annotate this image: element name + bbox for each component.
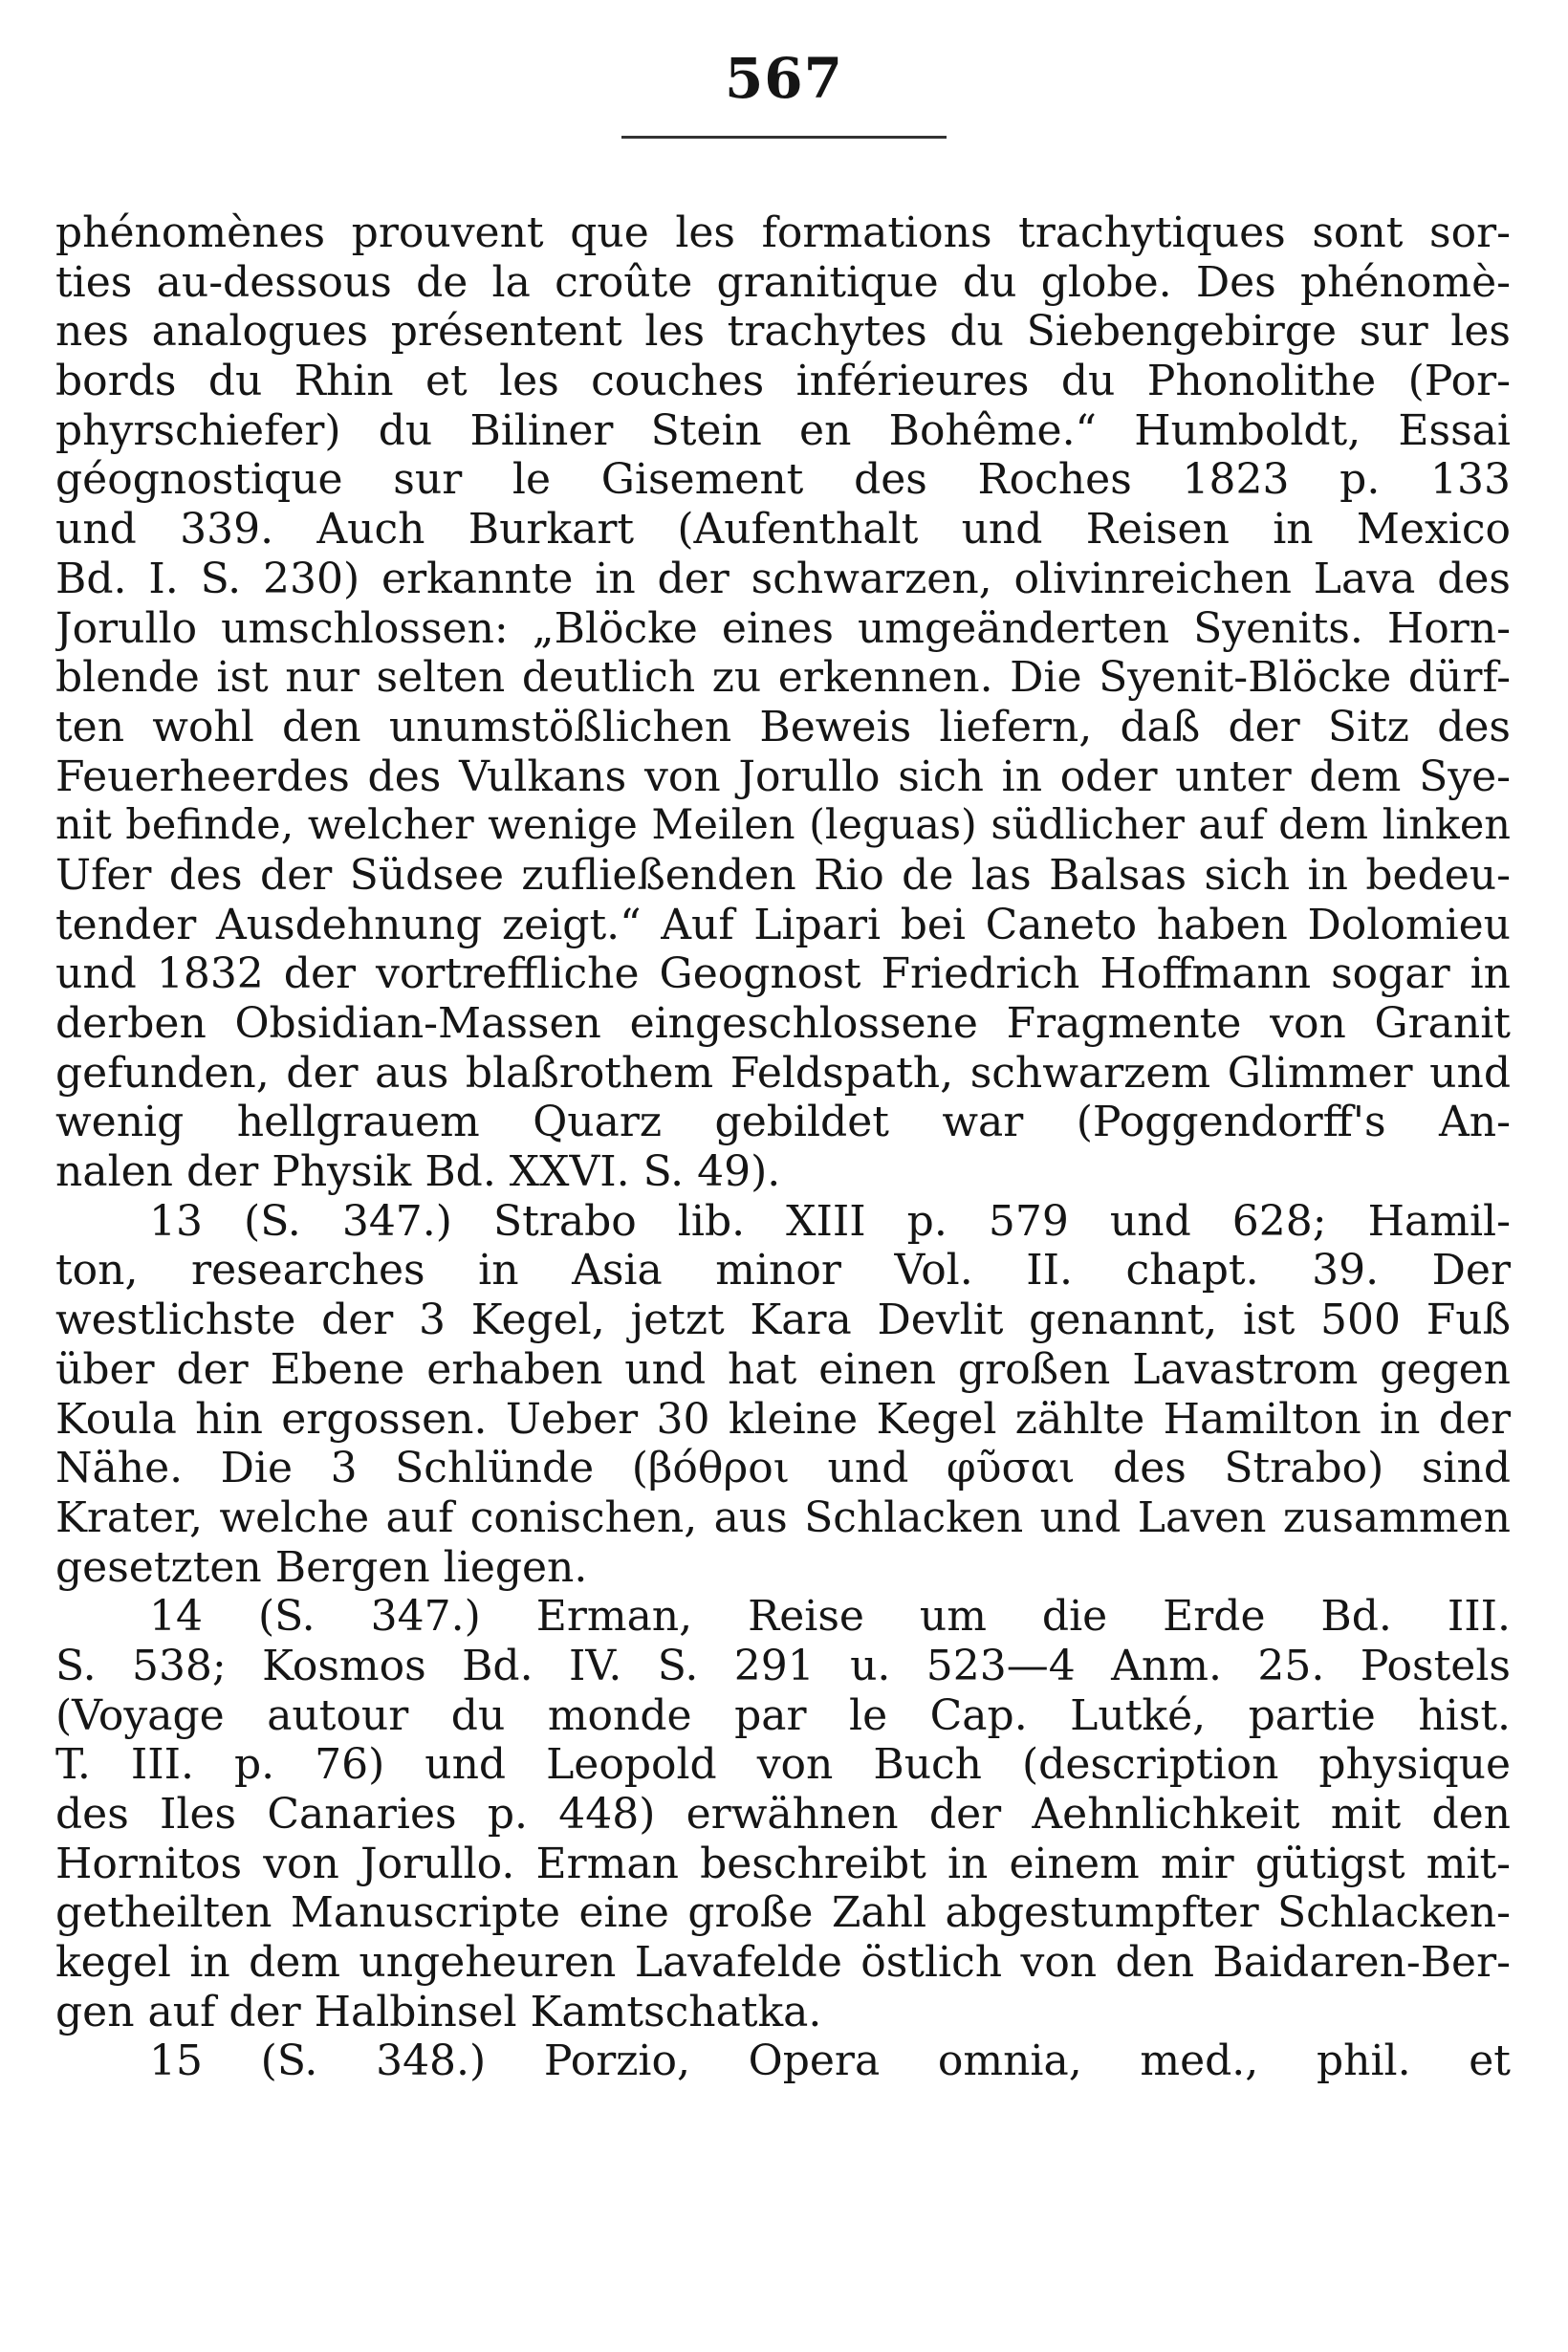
text-line: T. III. p. 76) und Leopold von Buch (description physique	[55, 1740, 1511, 1790]
text-line: nalen der Physik Bd. XXVI. S. 49).	[55, 1147, 781, 1197]
text-line: gen auf der Halbinsel Kamtschatka.	[55, 1987, 822, 2036]
text-line: ton, researches in Asia minor Vol. II. chapt. 39. Der	[55, 1246, 1511, 1296]
text-line: 15 (S. 348.) Porzio, Opera omnia, med., phil. et	[149, 2036, 1511, 2086]
text-line: über der Ebene erhaben und hat einen großen Lavastrom gegen	[55, 1344, 1511, 1394]
text-line: phénomènes prouvent que les formations trachytiques sont sor-	[55, 208, 1511, 257]
text-line: Krater, welche auf conischen, aus Schlacken und Laven zusammen	[55, 1492, 1511, 1542]
text-line: kegel in dem ungeheuren Lavafelde östlich von den Baidaren-Ber-	[55, 1938, 1511, 1988]
text-line: nes analogues présentent les trachytes du Siebengebirge sur les	[55, 307, 1511, 357]
text-line: ten wohl den unumstößlichen Beweis liefern, daß der Sitz des	[55, 702, 1511, 751]
text-line: 13 (S. 347.) Strabo lib. XIII p. 579 und 628; Hamil-	[149, 1196, 1511, 1246]
text-line: (Voyage autour du monde par le Cap. Lutké, partie hist.	[55, 1690, 1511, 1740]
text-line: Jorullo umschlossen: „Blöcke eines umgeänderten Syenits. Horn-	[55, 603, 1511, 653]
text-line: Ufer des der Südsee zufließenden Rio de las Balsas sich in bedeu-	[55, 850, 1511, 900]
text-line: S. 538; Kosmos Bd. IV. S. 291 u. 523—4 Anm. 25. Postels	[55, 1641, 1511, 1690]
text-line: blende ist nur selten deutlich zu erkennen. Die Syenit-Blöcke dürf-	[55, 653, 1511, 703]
text-line: derben Obsidian-Massen eingeschlossene Fragmente von Granit	[55, 999, 1511, 1048]
text-line: des Iles Canaries p. 448) erwähnen der Aehnlichkeit mit den	[55, 1790, 1511, 1839]
text-line: Nähe. Die 3 Schlünde (βόθροι und φῦσαι des Strabo) sind	[55, 1444, 1511, 1493]
text-line: Bd. I. S. 230) erkannte in der schwarzen, olivinreichen Lava des	[55, 554, 1511, 603]
text-line: Koula hin ergossen. Ueber 30 kleine Kegel zählte Hamilton in der	[55, 1394, 1511, 1444]
text-line: bords du Rhin et les couches inférieures du Phonolithe (Por-	[55, 357, 1511, 406]
text-line: und 339. Auch Burkart (Aufenthalt und Reisen in Mexico	[55, 505, 1511, 555]
text-line: tender Ausdehnung zeigt.“ Auf Lipari bei Caneto haben Dolomieu	[55, 900, 1511, 949]
text-line: phyrschiefer) du Biliner Stein en Bohême.“ Humboldt, Essai	[55, 405, 1511, 455]
header-rule	[621, 136, 947, 139]
text-line: Feuerheerdes des Vulkans von Jorullo sich in oder unter dem Sye-	[55, 751, 1511, 801]
text-line: gesetzten Bergen liegen.	[55, 1542, 588, 1592]
text-line: géognostique sur le Gisement des Roches 1823 p. 133	[55, 455, 1511, 505]
text-line: gefunden, der aus blaßrothem Feldspath, schwarzem Glimmer und	[55, 1048, 1511, 1098]
page-number: 567	[724, 46, 844, 111]
text-line: nit befinde, welcher wenige Meilen (leguas) südlicher auf dem linken	[55, 801, 1511, 850]
text-line: Hornitos von Jorullo. Erman beschreibt in einem mir gütigst mit-	[55, 1839, 1511, 1888]
text-line: ties au-dessous de la croûte granitique du globe. Des phénomè-	[55, 257, 1511, 307]
text-line: wenig hellgrauem Quarz gebildet war (Poggendorff's An-	[55, 1098, 1511, 1147]
text-line: und 1832 der vortreffliche Geognost Friedrich Hoffmann sogar in	[55, 949, 1511, 999]
text-line: westlichste der 3 Kegel, jetzt Kara Devlit genannt, ist 500 Fuß	[55, 1296, 1511, 1345]
text-line: getheilten Manuscripte eine große Zahl abgestumpfter Schlacken-	[55, 1888, 1511, 1938]
text-line: 14 (S. 347.) Erman, Reise um die Erde Bd. III.	[149, 1592, 1511, 1642]
body-text	[55, 208, 1511, 2086]
